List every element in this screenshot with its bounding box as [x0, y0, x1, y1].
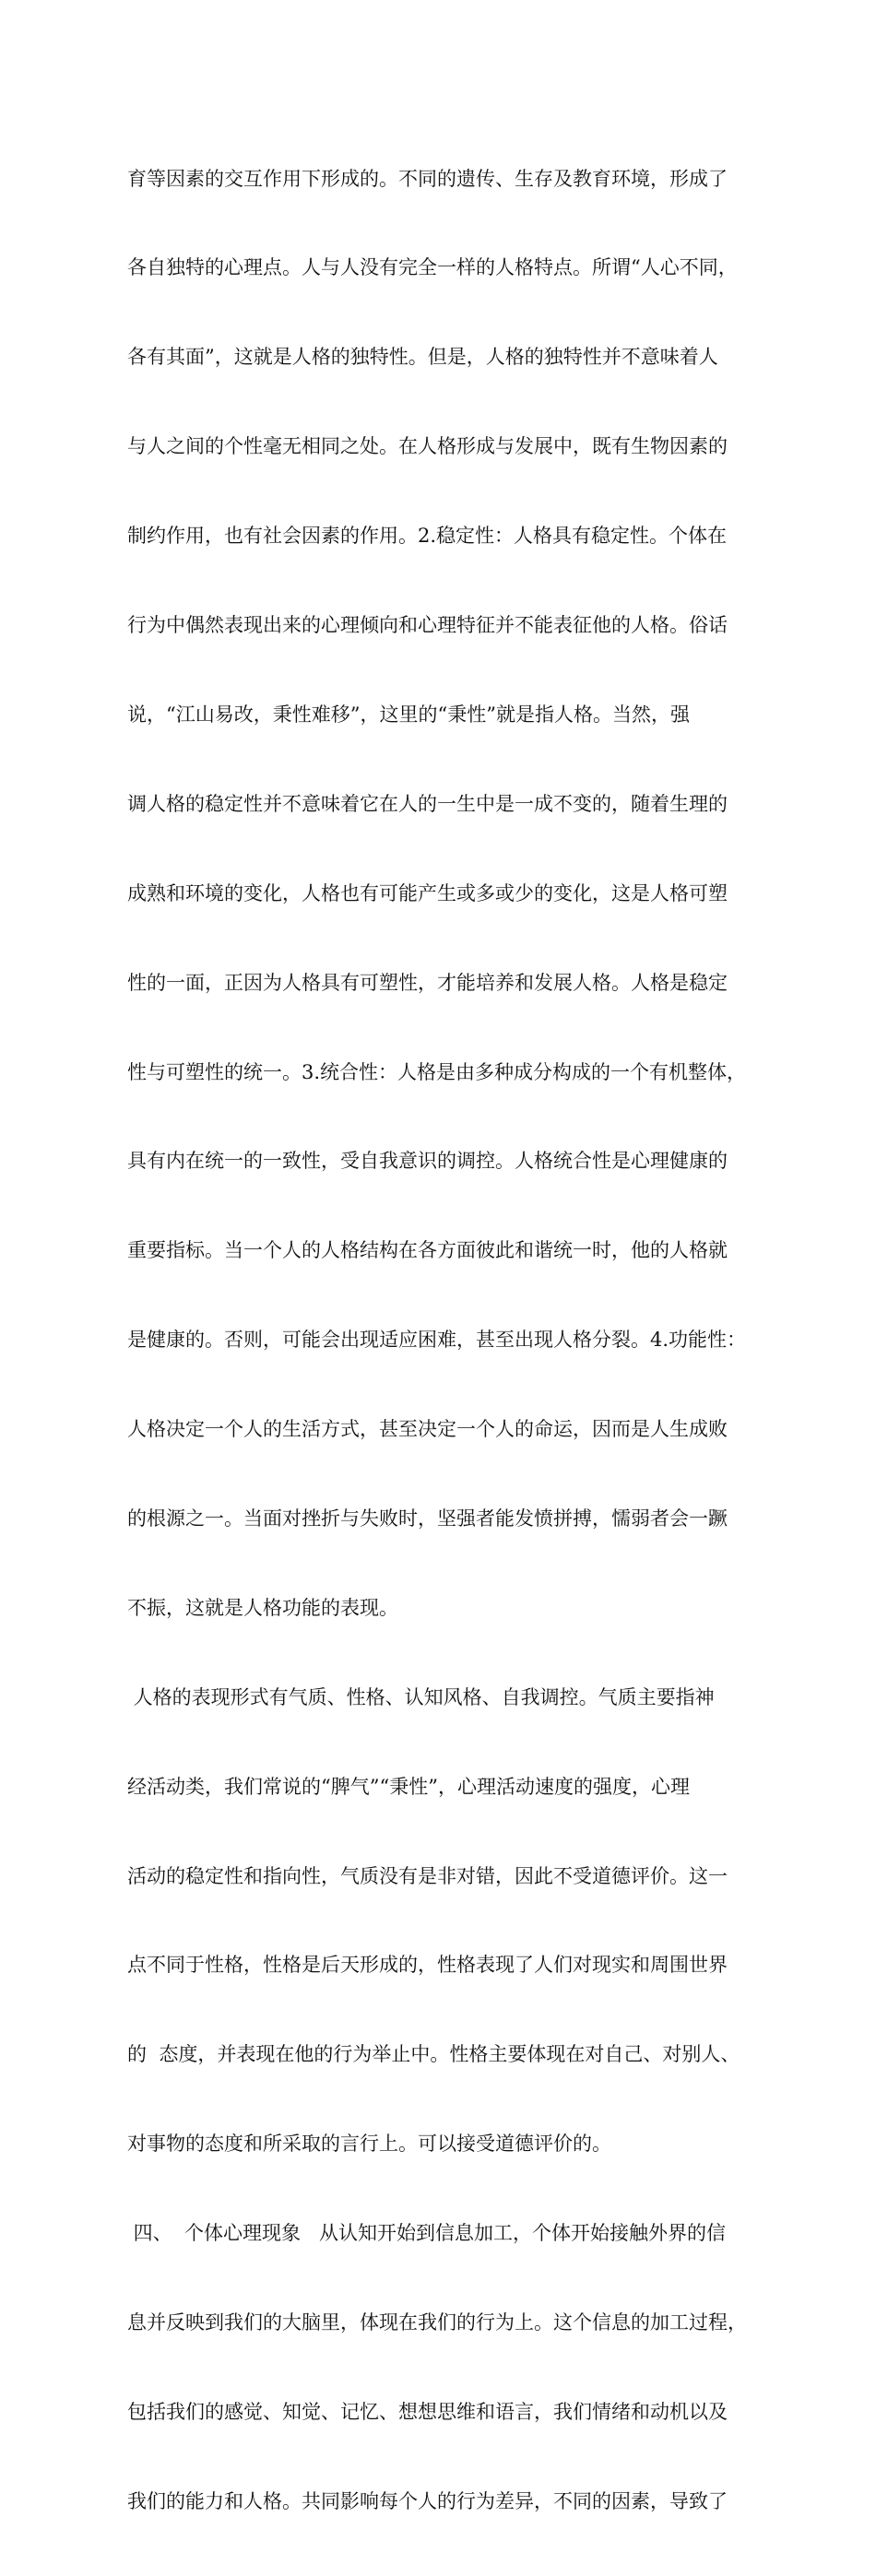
text-line: 四、 个体心理现象 从认知开始到信息加工，个体开始接触外界的信 [127, 2222, 727, 2245]
text-line: 对事物的态度和所采取的言行上。可以接受道德评价的。 [127, 2133, 611, 2156]
text-line: 育等因素的交互作用下形成的。不同的遗传、生存及教育环境，形成了 [127, 167, 728, 190]
text-line: 息并反映到我们的大脑里，体现在我们的行为上。这个信息的加工过程， [127, 2310, 747, 2334]
text-line: 人格决定一个人的生活方式，甚至决定一个人的命运，因而是人生成败 [127, 1418, 728, 1441]
text-line: 是健康的。否则，可能会出现适应困难，甚至出现人格分裂。4.功能性： [127, 1329, 747, 1352]
text-line: 成熟和环境的变化，人格也有可能产生或多或少的变化，这是人格可塑 [127, 881, 728, 904]
text-line: 经活动类，我们常说的“脾气”“秉性”，心理活动速度的强度，心理 [127, 1775, 690, 1798]
text-line: 各有其面”，这就是人格的独特性。但是，人格的独特性并不意味着人 [127, 346, 718, 369]
text-line: 不振，这就是人格功能的表现。 [127, 1596, 398, 1619]
text-line: 点不同于性格，性格是后天形成的，性格表现了人们对现实和周围世界 [127, 1954, 728, 1977]
text-line: 性的一面，正因为人格具有可塑性，才能培养和发展人格。人格是稳定 [127, 971, 728, 994]
text-line: 制约作用，也有社会因素的作用。2.稳定性：人格具有稳定性。个体在 [127, 525, 728, 548]
text-line: 调人格的稳定性并不意味着它在人的一生中是一成不变的，随着生理的 [127, 792, 728, 815]
text-line: 具有内在统一的一致性，受自我意识的调控。人格统合性是心理健康的 [127, 1150, 728, 1173]
text-line: 包括我们的感觉、知觉、记忆、想想思维和语言，我们情绪和动机以及 [127, 2400, 728, 2423]
body-text [127, 104, 764, 2576]
text-line: 各自独特的心理点。人与人没有完全一样的人格特点。所谓“人心不同， [127, 256, 738, 279]
text-line: 与人之间的个性毫无相同之处。在人格形成与发展中，既有生物因素的 [127, 435, 728, 458]
text-line: 的根源之一。当面对挫折与失败时，坚强者能发愤拼搏，懦弱者会一蹶 [127, 1507, 728, 1530]
text-line: 性与可塑性的统一。3.统合性：人格是由多种成分构成的一个有机整体， [127, 1060, 747, 1083]
text-line: 的 态度，并表现在他的行为举止中。性格主要体现在对自己、对别人、 [127, 2043, 740, 2066]
text-line: 活动的稳定性和指向性，气质没有是非对错，因此不受道德评价。这一 [127, 1864, 728, 1887]
text-line: 人格的表现形式有气质、性格、认知风格、自我调控。气质主要指神 [127, 1685, 715, 1708]
text-line: 重要指标。当一个人的人格结构在各方面彼此和谐统一时，他的人格就 [127, 1239, 728, 1262]
text-line: 说，“江山易改，秉性难移”，这里的“秉性”就是指人格。当然，强 [127, 703, 690, 726]
text-line: 行为中偶然表现出来的心理倾向和心理特征并不能表征他的人格。俗话 [127, 614, 728, 637]
text-line: 我们的能力和人格。共同影响每个人的行为差异，不同的因素，导致了 [127, 2489, 728, 2512]
